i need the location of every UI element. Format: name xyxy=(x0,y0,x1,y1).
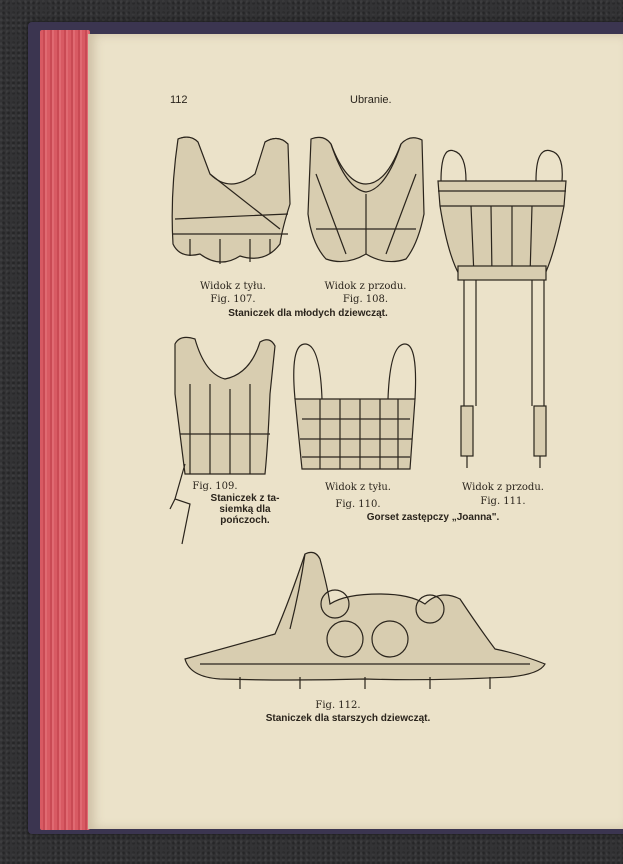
fig-107-illustration xyxy=(170,134,292,274)
fig-109-caption-line3: pończoch. xyxy=(220,515,270,526)
fig-109-label: Fig. 109. xyxy=(192,481,238,492)
fig-109-caption-line1: Staniczek z ta- xyxy=(210,493,280,504)
fig-107-label: Fig. 107. xyxy=(210,294,256,305)
fig-108-view: Widok z przodu. xyxy=(324,281,407,292)
fig-109-caption-line2: siemką dla xyxy=(219,504,271,515)
red-page-edges xyxy=(40,30,90,830)
fig-110-view: Widok z tyłu. xyxy=(325,482,391,493)
fig-107-view: Widok z tyłu. xyxy=(200,281,266,292)
fig-110-label: Fig. 110. xyxy=(335,499,381,510)
fig-110-illustration xyxy=(290,339,420,479)
book-page xyxy=(88,34,623,829)
fig-111-illustration xyxy=(436,146,568,476)
fig-111-view: Widok z przodu. xyxy=(462,482,544,493)
fig-111-label: Fig. 111. xyxy=(480,496,526,507)
group-110-111-caption: Gorset zastępczy „Joanna". xyxy=(366,512,500,523)
fig-108-label: Fig. 108. xyxy=(342,294,389,305)
running-title: Ubranie. xyxy=(350,94,392,106)
page-number: 112 xyxy=(170,94,188,106)
group-107-108-caption: Staniczek dla młodych dziewcząt. xyxy=(228,308,388,319)
fig-112-illustration xyxy=(180,549,550,694)
fig-112-caption: Staniczek dla starszych dziewcząt. xyxy=(265,713,431,724)
fig-112-label: Fig. 112. xyxy=(315,700,361,711)
fig-108-illustration xyxy=(306,134,426,274)
